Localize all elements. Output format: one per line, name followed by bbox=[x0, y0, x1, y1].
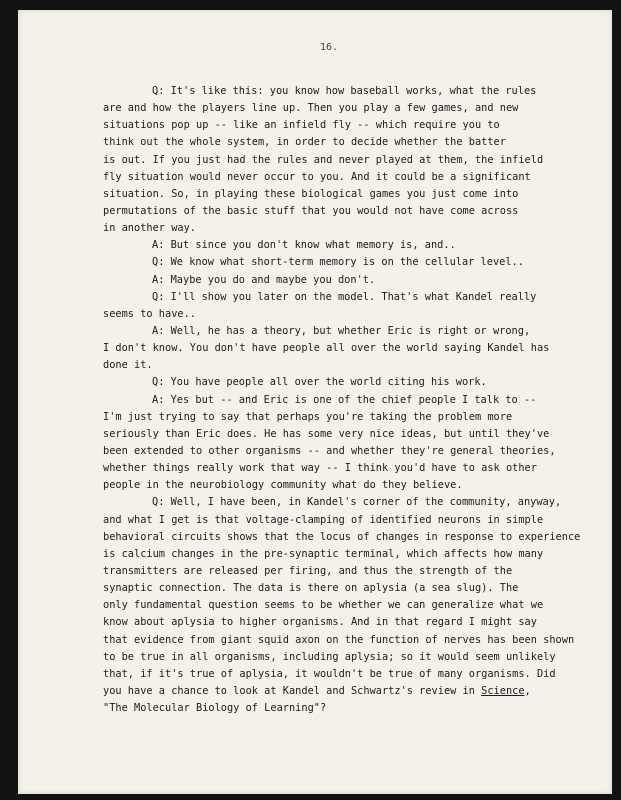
page-number: 16. bbox=[320, 42, 339, 53]
text-line bbox=[103, 340, 573, 357]
text-line bbox=[103, 272, 573, 289]
line-text: fly situation would never occur to you. And it could be a significant bbox=[103, 170, 531, 183]
text-line bbox=[103, 597, 573, 614]
line-text: and what I get is that voltage-clamping of identified neurons in simple bbox=[103, 513, 544, 526]
text-line bbox=[103, 649, 573, 666]
text-line bbox=[103, 614, 573, 631]
line-text: you have a chance to look at Kandel and Schwartz's review in bbox=[103, 684, 482, 697]
text-line bbox=[103, 237, 573, 254]
text-line bbox=[103, 512, 573, 529]
text-line bbox=[103, 374, 573, 391]
text-line bbox=[103, 392, 573, 409]
text-line bbox=[103, 100, 573, 117]
line-text: A: Yes but -- and Eric is one of the chief people I talk to -- bbox=[152, 393, 537, 406]
text-line bbox=[103, 289, 573, 306]
text-line bbox=[103, 460, 573, 477]
text-line bbox=[103, 477, 573, 494]
line-text: Q: It's like this: you know how baseball works, what the rules bbox=[152, 85, 537, 97]
line-text: know about aplysia to higher organisms. And in that regard I might say bbox=[103, 616, 537, 629]
document-page bbox=[18, 10, 612, 794]
line-text: seriously than Eric does. He has some very nice ideas, but until they've bbox=[103, 427, 550, 440]
line-text: that evidence from giant squid axon on the function of nerves has been shown bbox=[103, 633, 575, 646]
line-text: think out the whole system, in order to decide whether the batter bbox=[103, 136, 506, 149]
line-text: in another way. bbox=[103, 222, 196, 235]
text-line bbox=[103, 254, 573, 271]
transcript-body bbox=[103, 83, 581, 717]
line-text: I'm just trying to say that perhaps you're taking the problem more bbox=[103, 410, 513, 423]
text-line bbox=[103, 580, 573, 597]
line-text: done it. bbox=[103, 359, 153, 372]
text-line bbox=[103, 203, 573, 220]
text-line bbox=[103, 83, 573, 100]
line-text: I don't know. You don't have people all over the world saying Kandel has bbox=[103, 342, 550, 355]
text-line bbox=[103, 117, 573, 134]
line-text: seems to have.. bbox=[103, 307, 196, 320]
text-line bbox=[103, 357, 573, 374]
text-line bbox=[103, 169, 573, 186]
line-text: A: But since you don't know what memory is, and.. bbox=[152, 239, 456, 252]
text-line bbox=[103, 683, 573, 700]
line-text: transmitters are released per firing, and thus the strength of the bbox=[103, 564, 513, 577]
line-text: "The Molecular Biology of Learning"? bbox=[103, 702, 327, 715]
text-line bbox=[103, 700, 573, 717]
line-text: only fundamental question seems to be whether we can generalize what we bbox=[103, 599, 544, 612]
line-text: situation. So, in playing these biological games you just come into bbox=[103, 187, 519, 200]
text-line bbox=[103, 134, 573, 151]
line-text: permutations of the basic stuff that you would not have come across bbox=[103, 204, 519, 217]
text-line bbox=[103, 632, 573, 649]
text-line bbox=[103, 323, 573, 340]
line-text: Q: Well, I have been, in Kandel's corner of the community, anyway, bbox=[152, 496, 562, 509]
text-line bbox=[103, 186, 573, 203]
line-text: Q: We know what short-term memory is on the cellular level.. bbox=[152, 256, 524, 269]
line-text: people in the neurobiology community what do they believe. bbox=[103, 479, 463, 492]
text-line bbox=[103, 409, 573, 426]
line-text: been extended to other organisms -- and whether they're general theories, bbox=[103, 444, 556, 457]
text-line bbox=[103, 443, 573, 460]
text-line bbox=[103, 666, 573, 683]
line-text: A: Maybe you do and maybe you don't. bbox=[152, 273, 376, 286]
text-line bbox=[103, 220, 573, 237]
line-text: A: Well, he has a theory, but whether Eric is right or wrong, bbox=[152, 324, 531, 337]
text-line bbox=[103, 529, 581, 546]
underlined-title: Science bbox=[481, 684, 525, 697]
line-punctuation: , bbox=[524, 684, 531, 697]
line-text: Q: I'll show you later on the model. That's what Kandel really bbox=[152, 290, 537, 303]
text-line bbox=[103, 546, 573, 563]
line-text: Q: You have people all over the world citing his work. bbox=[152, 376, 487, 389]
text-line bbox=[103, 152, 573, 169]
text-line bbox=[103, 306, 573, 323]
line-text: are and how the players line up. Then you play a few games, and new bbox=[103, 102, 519, 115]
line-text: situations pop up -- like an infield fly -- which require you to bbox=[103, 119, 500, 132]
line-text: synaptic connection. The data is there on aplysia (a sea slug). The bbox=[103, 582, 519, 595]
line-text: that, if it's true of aplysia, it wouldn't be true of many organisms. Did bbox=[103, 667, 556, 680]
line-text: is out. If you just had the rules and never played at them, the infield bbox=[103, 153, 544, 166]
line-text: behavioral circuits shows that the locus of changes in response to experience bbox=[103, 530, 581, 543]
line-text: is calcium changes in the pre-synaptic terminal, which affects how many bbox=[103, 547, 544, 560]
text-line bbox=[103, 494, 573, 511]
line-text: to be true in all organisms, including aplysia; so it would seem unlikely bbox=[103, 650, 556, 663]
text-line bbox=[103, 426, 573, 443]
text-line bbox=[103, 563, 573, 580]
line-text: whether things really work that way -- I think you'd have to ask other bbox=[103, 462, 537, 475]
